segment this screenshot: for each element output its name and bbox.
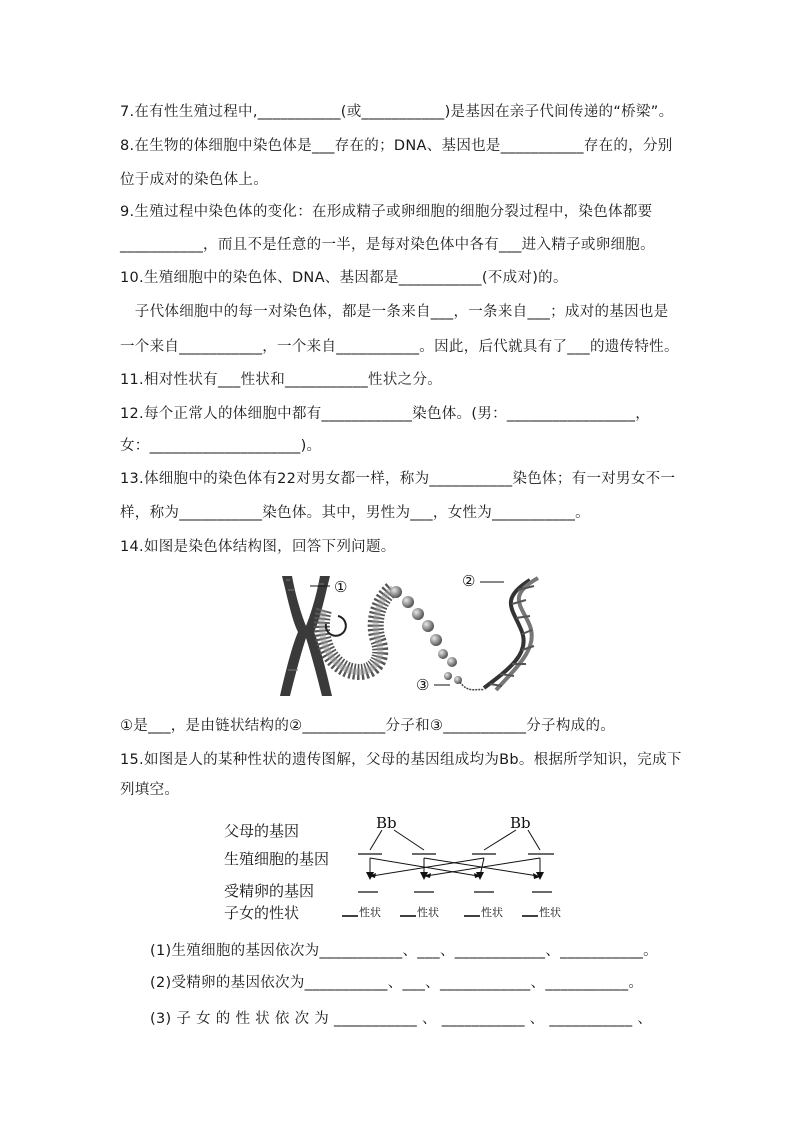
mother-genotype: Bb — [510, 814, 531, 832]
q8-line-1: 8.在生物的体细胞中染色体是___存在的；DNA、基因也是___________存在的，分别 — [120, 138, 673, 154]
q12-line-1: 12.每个正常人的体细胞中都有____________染色体。(男：_________________， — [120, 406, 651, 422]
q13-line-1: 13.体细胞中的染色体有22对男女都一样，称为___________染色体；有一对男女不一 — [120, 471, 676, 487]
trait-label-4: 性状 — [539, 906, 561, 919]
father-genotype: Bb — [376, 814, 397, 832]
trait-label-2: 性状 — [417, 906, 439, 919]
q9-line-1: 9.生殖过程中染色体的变化：在形成精子或卵细胞的细胞分裂过程中，染色体都要 — [120, 204, 653, 220]
row-label-traits: 子女的性状 — [224, 904, 300, 922]
trait-label-3: 性状 — [481, 906, 503, 919]
q14-line: 14.如图是染色体结构图，回答下列问题。 — [120, 539, 396, 555]
q15-sub3-line: (3) 子 女 的 性 状 依 次 为 ___________ 、 ___________ 、 ___________ 、 — [150, 1011, 653, 1027]
q9-line-2: ___________，而且不是任意的一半，是每对染色体中各有___进入精子或卵细胞。 — [120, 237, 655, 253]
q11-line: 11.相对性状有___性状和___________性状之分。 — [120, 372, 443, 388]
q10-line-3: 一个来自___________，一个来自___________。因此，后代就具有了___的遗传特性。 — [120, 339, 679, 355]
chromosome-structure-figure — [268, 570, 548, 702]
label-2: ② — [462, 572, 476, 590]
q15-sub1-line: (1)生殖细胞的基因依次为___________、___、____________、___________。 — [150, 943, 658, 959]
coiled-fiber-drawing — [322, 588, 393, 672]
row-label-gametes: 生殖细胞的基因 — [224, 850, 330, 868]
q7-line: 7.在有性生殖过程中,___________(或___________)是基因在亲子代间传递的“桥梁”。 — [120, 104, 674, 120]
inheritance-diagram — [222, 810, 582, 926]
q10-line-2: 子代体细胞中的每一对染色体，都是一条来自___，一条来自___；成对的基因也是 — [120, 304, 669, 320]
q12-line-2: 女：____________________)。 — [120, 438, 322, 454]
nucleosome-beads-drawing — [390, 586, 484, 690]
q10-line-1: 10.生殖细胞中的染色体、DNA、基因都是___________(不成对)的。 — [120, 270, 568, 286]
row-label-parents: 父母的基因 — [224, 822, 300, 840]
q15-line-2: 列填空。 — [120, 782, 180, 798]
dna-helix-drawing — [484, 578, 538, 690]
q15-sub2-line: (2)受精卵的基因依次为___________、___、____________、___________。 — [150, 975, 644, 991]
trait-label-1: 性状 — [359, 906, 381, 919]
label-3: ③ — [416, 676, 430, 694]
q15-line-1: 15.如图是人的某种性状的遗传图解，父母的基因组成均为Bb。根据所学知识，完成下 — [120, 752, 682, 768]
parent-to-gamete-arrows — [370, 830, 540, 850]
q8-line-2: 位于成对的染色体上。 — [120, 172, 268, 188]
label-1: ① — [334, 578, 348, 596]
q14-answer-line: ①是___，是由链状结构的②___________分子和③___________分子构成的。 — [120, 718, 616, 734]
gamete-to-zygote-arrows — [370, 858, 540, 876]
row-label-zygotes: 受精卵的基因 — [224, 882, 315, 900]
q13-line-2: 样，称为___________染色体。其中，男性为___，女性为___________。 — [120, 505, 590, 521]
